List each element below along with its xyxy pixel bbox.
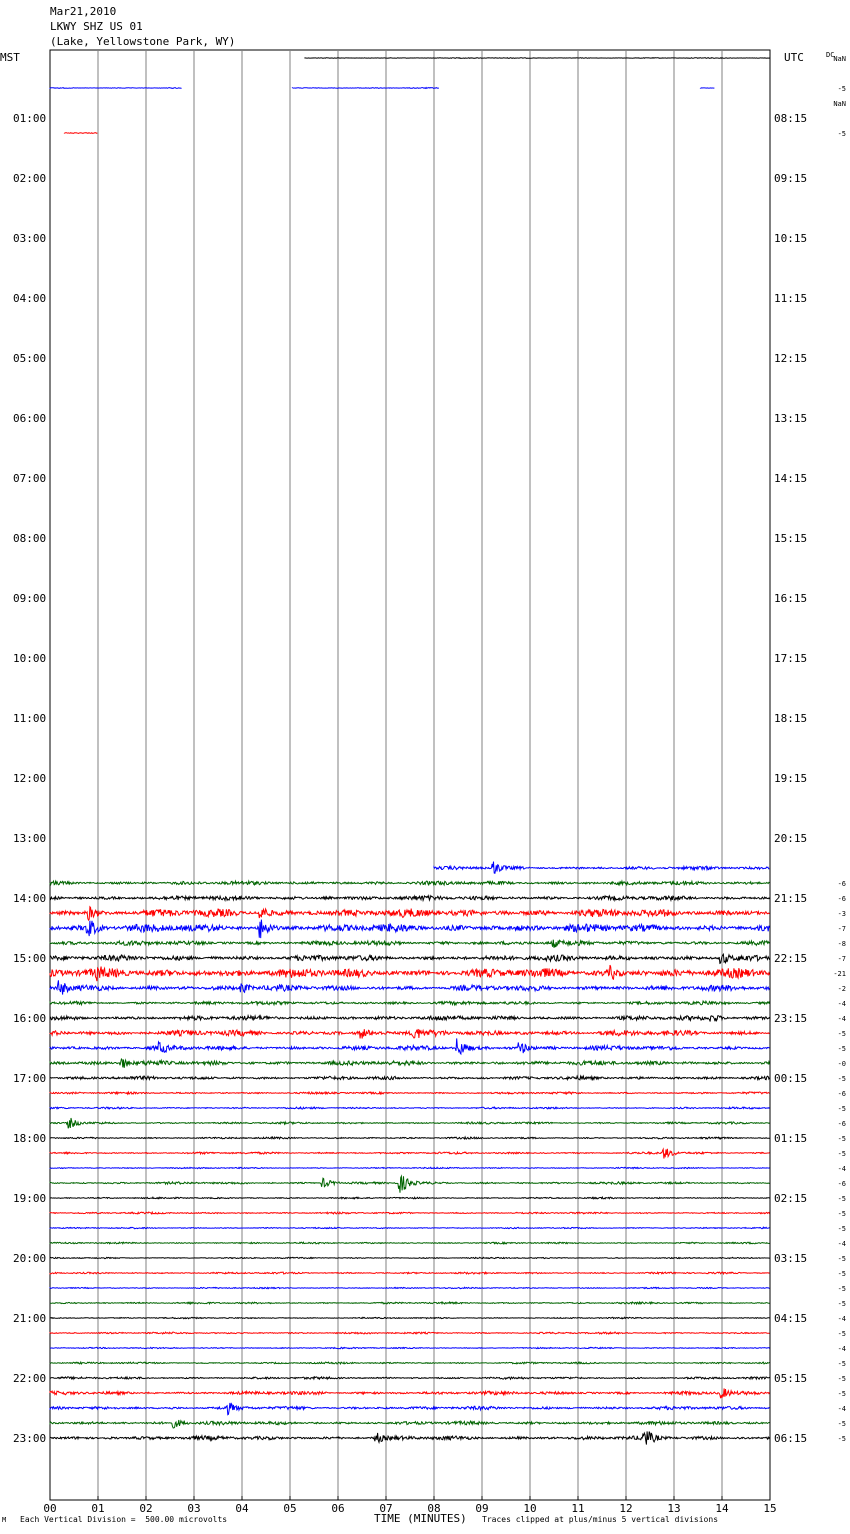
dc-offset-label: -5: [837, 1150, 846, 1158]
hour-label-right: 00:15: [774, 1072, 808, 1085]
trace-black-row-80: [50, 1257, 770, 1258]
trace-blue-row-86: [50, 1347, 770, 1348]
dc-offset-label: -4: [837, 1405, 846, 1413]
dc-offset-label: -6: [837, 1120, 846, 1128]
hour-label-left: 20:00: [13, 1252, 47, 1265]
dc-offset-label: -5: [837, 1360, 846, 1368]
trace-black-row-68: [50, 1076, 770, 1080]
hour-label-right: 14:15: [774, 472, 808, 485]
x-tick-label: 09: [475, 1502, 489, 1515]
hour-label-left: 16:00: [13, 1012, 47, 1025]
x-tick-label: 04: [235, 1502, 249, 1515]
trace-blue-row-90: [50, 1403, 770, 1415]
trace-black-row-92: [50, 1431, 770, 1444]
hour-label-left: 01:00: [13, 112, 47, 125]
dc-offset-label: -4: [837, 1240, 846, 1248]
trace-green-row-91: [50, 1420, 770, 1428]
trace-blue-row-82: [50, 1287, 770, 1288]
hour-label-left: 21:00: [13, 1312, 47, 1325]
corner-mark: M: [2, 1516, 7, 1524]
hour-label-right: 21:15: [774, 892, 808, 905]
hour-label-left: 22:00: [13, 1372, 47, 1385]
trace-red-row-57: [50, 907, 770, 920]
hour-label-right: 08:15: [774, 112, 808, 125]
hour-label-right: 03:15: [774, 1252, 808, 1265]
dc-offset-label: -4: [837, 1015, 846, 1023]
x-tick-label: 12: [619, 1502, 633, 1515]
dc-column-header: DC: [826, 51, 835, 59]
trace-blue-row-62: [50, 980, 770, 994]
x-tick-label: 02: [139, 1502, 153, 1515]
hour-label-right: 20:15: [774, 832, 808, 845]
hour-label-right: 01:15: [774, 1132, 808, 1145]
hour-label-left: 19:00: [13, 1192, 47, 1205]
trace-green-row-79: [50, 1242, 770, 1244]
trace-blue-row-78: [50, 1227, 770, 1229]
trace-black-row-76: [50, 1197, 770, 1199]
dc-offset-label: -5: [837, 1135, 846, 1143]
dc-offset-label: -6: [837, 1180, 846, 1188]
hour-label-left: 09:00: [13, 592, 47, 605]
dc-offset-label: -21: [833, 970, 846, 978]
x-tick-label: 08: [427, 1502, 441, 1515]
dc-offset-label: -4: [837, 1165, 846, 1173]
x-tick-label: 05: [283, 1502, 297, 1515]
right-hour-labels: [774, 112, 807, 1445]
trace-black-row-60: [50, 954, 770, 963]
hour-label-left: 03:00: [13, 232, 47, 245]
x-tick-label: 01: [91, 1502, 105, 1515]
header-station: LKWY SHZ US 01: [50, 20, 143, 33]
dc-offset-label: -5: [837, 85, 846, 93]
dc-offset-label: -5: [837, 1045, 846, 1053]
trace-blue-row-58: [50, 920, 770, 939]
hour-label-right: 06:15: [774, 1432, 808, 1445]
dc-offset-label: -8: [837, 940, 846, 948]
hour-label-right: 17:15: [774, 652, 808, 665]
hour-label-left: 04:00: [13, 292, 47, 305]
trace-black-row-64: [50, 1016, 770, 1022]
dc-offset-label: -7: [837, 955, 846, 963]
trace-green-row-67: [50, 1059, 770, 1068]
hour-label-left: 17:00: [13, 1072, 47, 1085]
trace-red-row-77: [50, 1212, 770, 1214]
trace-green-row-75: [50, 1176, 770, 1193]
dc-offset-label: -5: [837, 1420, 846, 1428]
trace-red-row-81: [50, 1272, 770, 1274]
x-tick-label: 15: [763, 1502, 777, 1515]
x-tick-label: 07: [379, 1502, 393, 1515]
hour-label-left: 07:00: [13, 472, 47, 485]
trace-blue-row-70: [50, 1107, 770, 1109]
hour-label-right: 23:15: [774, 1012, 808, 1025]
dc-offset-label: -5: [837, 1300, 846, 1308]
hour-label-left: 18:00: [13, 1132, 47, 1145]
hour-label-right: 11:15: [774, 292, 808, 305]
trace-red-row-5: [64, 133, 97, 134]
trace-blue-row-74: [50, 1167, 770, 1168]
trace-black-row-72: [50, 1137, 770, 1139]
trace-red-row-89: [50, 1388, 770, 1398]
hour-label-left: 14:00: [13, 892, 47, 905]
hour-label-left: 12:00: [13, 772, 47, 785]
trace-red-row-61: [50, 965, 770, 981]
header-date: Mar21,2010: [50, 5, 117, 18]
seismic-traces: [50, 58, 770, 1445]
dc-offset-labels: [833, 55, 846, 1443]
dc-offset-label: -4: [837, 1315, 846, 1323]
hour-label-right: 04:15: [774, 1312, 808, 1325]
hour-label-left: 15:00: [13, 952, 47, 965]
x-tick-label: 13: [667, 1502, 681, 1515]
trace-black-row-56: [50, 896, 770, 901]
hour-label-left: 13:00: [13, 832, 47, 845]
dc-offset-label: -5: [837, 130, 846, 138]
trace-green-row-71: [50, 1118, 770, 1128]
trace-green-row-83: [50, 1302, 770, 1304]
dc-offset-label: -5: [837, 1195, 846, 1203]
left-timezone-label: MST: [0, 51, 20, 64]
dc-offset-label: -5: [837, 1270, 846, 1278]
left-hour-labels: [13, 112, 46, 1445]
hour-label-left: 02:00: [13, 172, 47, 185]
hour-label-right: 13:15: [774, 412, 808, 425]
trace-black-row-0: [304, 58, 770, 59]
dc-offset-label: -5: [837, 1435, 846, 1443]
dc-offset-label: -4: [837, 1345, 846, 1353]
trace-black-row-84: [50, 1317, 770, 1318]
dc-offset-label: -6: [837, 880, 846, 888]
dc-offset-label: -2: [837, 985, 846, 993]
trace-blue-row-54: [434, 862, 769, 874]
dc-offset-label: -7: [837, 925, 846, 933]
dc-offset-label: -5: [837, 1255, 846, 1263]
trace-red-row-73: [50, 1149, 770, 1159]
hour-label-left: 08:00: [13, 532, 47, 545]
minute-gridlines: [98, 50, 722, 1500]
hour-label-right: 15:15: [774, 532, 808, 545]
x-tick-label: 00: [43, 1502, 57, 1515]
dc-offset-label: -5: [837, 1390, 846, 1398]
dc-offset-label: -3: [837, 910, 846, 918]
dc-offset-label: -5: [837, 1285, 846, 1293]
x-tick-label: 14: [715, 1502, 729, 1515]
trace-blue-row-2: [50, 88, 182, 89]
hour-label-right: 12:15: [774, 352, 808, 365]
dc-offset-label: -6: [837, 1090, 846, 1098]
dc-offset-label: -5: [837, 1030, 846, 1038]
trace-green-row-59: [50, 940, 770, 948]
hour-label-right: 09:15: [774, 172, 808, 185]
trace-black-row-88: [50, 1377, 770, 1379]
dc-offset-label: -4: [837, 1000, 846, 1008]
hour-label-right: 02:15: [774, 1192, 808, 1205]
dc-offset-label: -5: [837, 1330, 846, 1338]
trace-red-row-69: [50, 1092, 770, 1094]
x-tick-label: 11: [571, 1502, 585, 1515]
hour-label-right: 19:15: [774, 772, 808, 785]
dc-offset-label: NaN: [833, 100, 846, 108]
scale-note: Each Vertical Division = 500.00 microvolts: [20, 1515, 228, 1524]
dc-offset-label: -6: [837, 895, 846, 903]
dc-offset-label: -0: [837, 1060, 846, 1068]
trace-green-row-87: [50, 1362, 770, 1364]
right-timezone-label: UTC: [784, 51, 804, 64]
hour-label-right: 16:15: [774, 592, 808, 605]
trace-red-row-65: [50, 1029, 770, 1039]
clip-note: Traces clipped at plus/minus 5 vertical divisions: [482, 1515, 719, 1524]
header-location: (Lake, Yellowstone Park, WY): [50, 35, 236, 48]
dc-offset-label: -5: [837, 1375, 846, 1383]
plot-frame: [50, 50, 770, 1500]
dc-offset-label: -5: [837, 1225, 846, 1233]
x-tick-label: 10: [523, 1502, 537, 1515]
x-tick-label: 06: [331, 1502, 345, 1515]
hour-label-right: 22:15: [774, 952, 808, 965]
trace-blue-row-66: [50, 1038, 770, 1054]
hour-label-left: 06:00: [13, 412, 47, 425]
trace-blue-row-2: [292, 88, 438, 89]
dc-offset-label: -5: [837, 1075, 846, 1083]
hour-label-right: 05:15: [774, 1372, 808, 1385]
hour-label-right: 18:15: [774, 712, 808, 725]
hour-label-left: 10:00: [13, 652, 47, 665]
hour-label-left: 11:00: [13, 712, 47, 725]
hour-label-right: 10:15: [774, 232, 808, 245]
hour-label-left: 05:00: [13, 352, 47, 365]
dc-offset-label: -5: [837, 1210, 846, 1218]
x-axis-title: TIME (MINUTES): [374, 1512, 467, 1525]
x-tick-label: 03: [187, 1502, 201, 1515]
trace-green-row-55: [50, 881, 770, 885]
trace-red-row-85: [50, 1332, 770, 1334]
dc-offset-label: -5: [837, 1105, 846, 1113]
dc-offset-label: NaN: [833, 55, 846, 63]
trace-green-row-63: [50, 1001, 770, 1005]
hour-label-left: 23:00: [13, 1432, 47, 1445]
